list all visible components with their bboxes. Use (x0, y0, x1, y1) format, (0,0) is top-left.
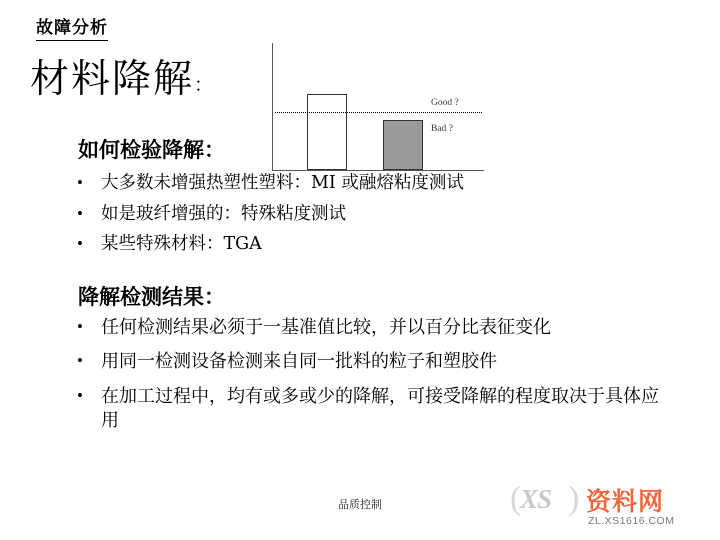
list-item-text: 在加工过程中，均有或多或少的降解，可接受降解的程度取决于具体应用 (101, 385, 659, 431)
list-item-text: 如是玻纤增强的：特殊粘度测试 (101, 203, 346, 224)
watermark-url: ZL.XS1616.COM (588, 515, 675, 527)
watermark-logo-icon: XS (520, 484, 552, 514)
bar-good (307, 94, 347, 170)
bar-bad (383, 120, 423, 170)
list-item-text: 用同一检测设备检测来自同一批料的粒子和塑胶件 (101, 351, 497, 373)
list-item-text: 大多数未增强热塑性塑料：MI 或融熔粘度测试 (101, 173, 464, 193)
slide-title (30, 57, 214, 102)
chart-label-good: Good ? (431, 98, 459, 108)
watermark-paren-left: ( (510, 480, 522, 517)
bullet-marker-icon: • (77, 203, 83, 223)
watermark (510, 480, 712, 534)
bullet-marker-icon: • (77, 385, 83, 405)
bullet-marker-icon: • (77, 351, 83, 371)
threshold-line (275, 112, 482, 113)
slide-header: 故障分析 (36, 18, 108, 41)
bullet-list-1 (74, 172, 674, 264)
section-heading-1: 如何检验降解： (78, 137, 225, 162)
slide-footer: 品质控制 (338, 498, 382, 511)
list-item (74, 316, 674, 340)
list-item-text: 某些特殊材料：TGA (101, 234, 262, 255)
bullet-marker-icon: • (77, 317, 83, 336)
page-title: 材料降解 (30, 57, 195, 102)
bullet-list-2 (74, 316, 674, 443)
chart-label-bad: Bad ? (431, 124, 453, 134)
list-item-text: 任何检测结果必须于一基准值比较，并以百分比表征变化 (101, 317, 551, 338)
list-item (74, 350, 674, 374)
watermark-paren-right: ) (568, 480, 580, 517)
list-item (74, 385, 674, 434)
watermark-brand: 资料网 (586, 487, 665, 516)
chart-plot-area (273, 43, 484, 170)
degradation-bar-chart (272, 43, 484, 171)
bullet-marker-icon: • (77, 234, 83, 254)
bullet-marker-icon: • (77, 173, 83, 192)
section-heading-2: 降解检测结果： (78, 284, 225, 309)
list-item (74, 203, 674, 227)
title-colon: ： (194, 74, 214, 96)
list-item (74, 172, 674, 196)
list-item (74, 233, 674, 257)
